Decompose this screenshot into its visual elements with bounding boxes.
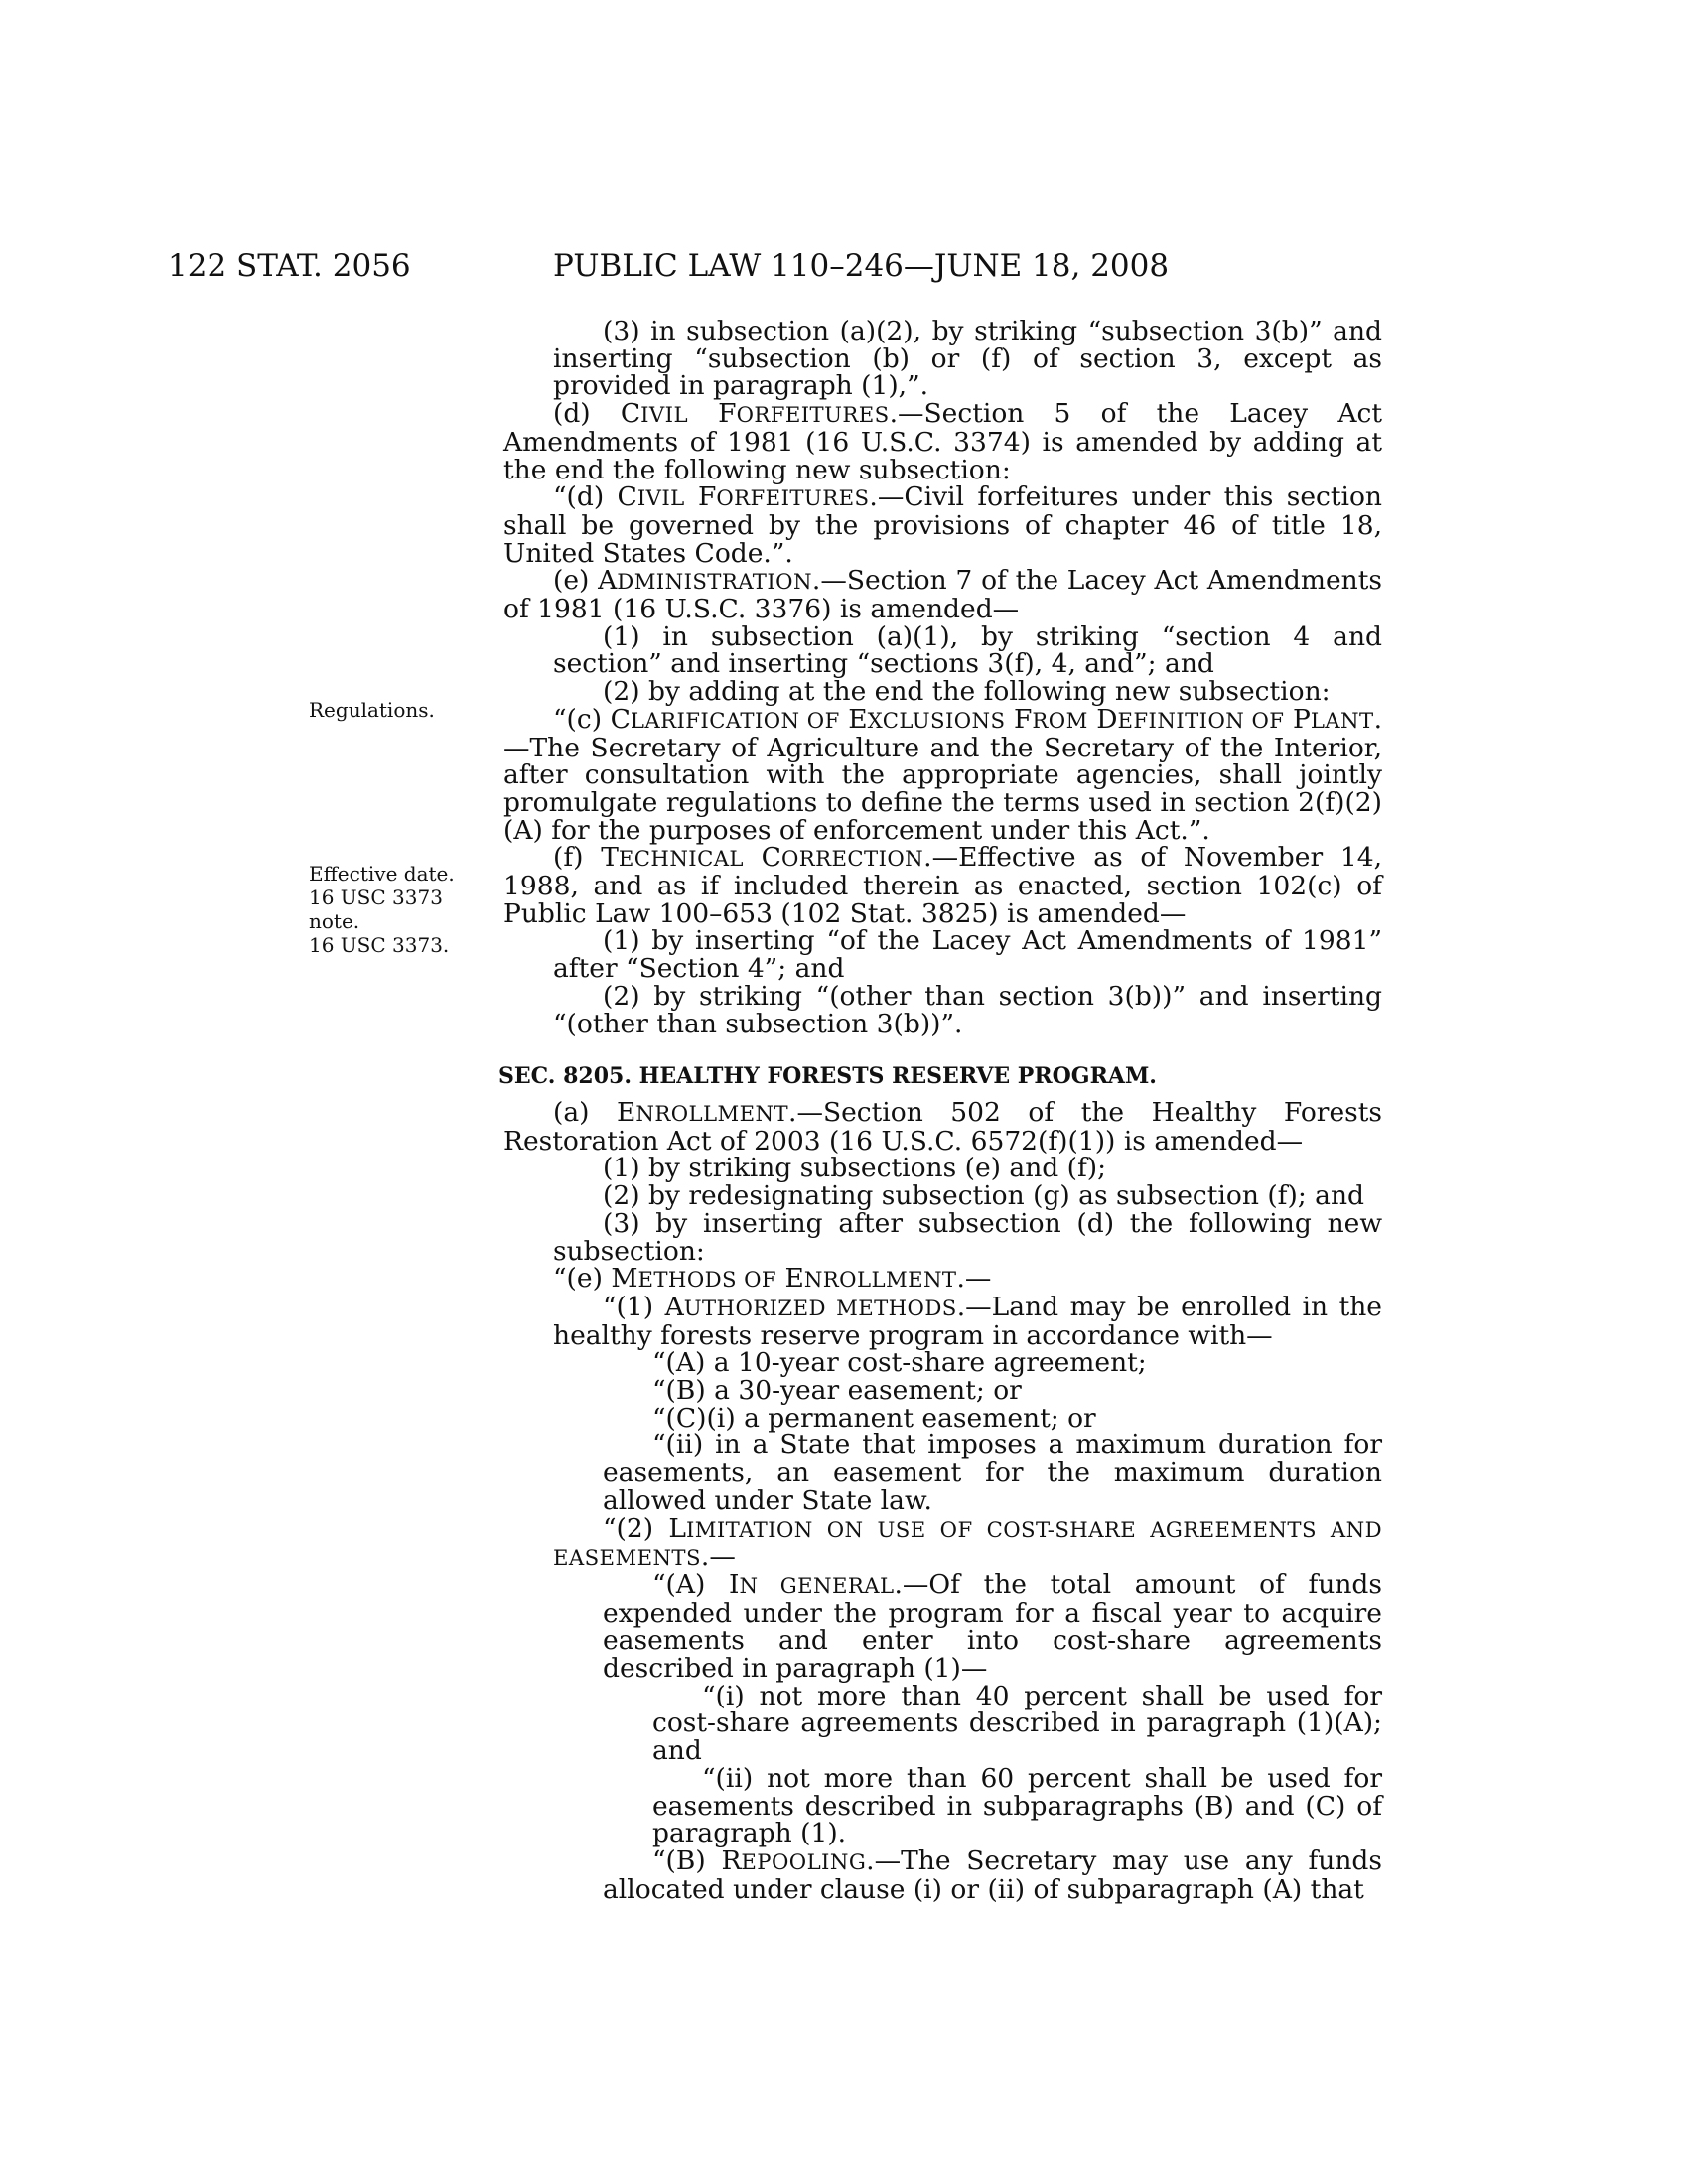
text-run: (2) by redesignating subsection (g) as subsection (f); and [603,1180,1364,1212]
text-run: .—Of the total amount of funds expended under the program for a fiscal year to acquire easements and enter into cost-share agreements described in paragraph (1)— [603,1569,1382,1685]
margin-note-regulations [309,698,458,722]
text-run: “(ii) not more than 60 percent shall be used for easements described in subparagraphs (B) and (C) of paragraph (1). [652,1762,1382,1849]
small-caps-text: NROLLMENT [635,1100,789,1126]
text-run: “(1) A [603,1291,684,1322]
text-run: C [743,842,781,874]
text-run: P [1284,703,1311,735]
text-run: .— [700,1541,736,1572]
small-caps-text: XCLUSIONS [867,707,1006,733]
margin-note-line: 16 USC 3373. [309,933,450,957]
text-run: (3) by inserting after subsection (d) the following new subsection: [553,1207,1382,1267]
margin-note-line: Effective date. [309,862,455,886]
small-caps-text: IMITATION ON USE OF COST-SHARE AGREEMENTS AND EASEMENTS [553,1516,1383,1570]
statute-body-text [498,316,1383,1905]
statute-paragraph [503,1291,1382,1351]
text-run: D [1087,703,1118,735]
text-run: “(B) a 30-year easement; or [652,1375,1022,1407]
text-run: “(e) M [553,1263,638,1295]
text-run: (1) by inserting “of the Lacey Act Amendments of 1981” after “Section 4”; and [553,925,1382,985]
small-caps-text: EFINITION OF [1117,707,1285,733]
small-caps-text: N GENERAL [739,1572,895,1598]
small-caps-text: LARIFICATION OF [630,707,840,733]
statute-paragraph [503,1096,1383,1157]
margin-note-effective-date [309,862,458,957]
text-run: (2) by adding at the end the following new subsection: [603,676,1331,708]
text-run: “(c) C [553,703,631,735]
text-run: .— [956,1263,992,1295]
small-caps-text: LANT [1310,707,1374,733]
small-caps-text: ETHODS OF [637,1267,777,1293]
text-run: .—Section 5 of the Lacey Act Amendments of 1981 (16 U.S.C. 3374) is amended by adding at the end the following new subsection: [503,398,1382,485]
text-run: .—Effective as of November 14, 1988, and as if included therein as enacted, section 102(c) of Public Law 100–653 (102 Stat. 3825) is amended— [503,842,1382,929]
text-run: F [687,398,737,430]
statute-paragraph [503,1571,1382,1683]
statute-paragraph [503,1432,1382,1514]
statute-paragraph [503,565,1382,625]
small-caps-text: ECHNICAL [618,846,744,872]
text-run: “(A) a 10-year cost-share agreement; [652,1347,1147,1379]
text-run: (f) T [553,842,619,874]
small-caps-text: ORFEITURES [716,485,870,511]
text-run: .—Civil forfeitures under this section shall be governed by the provisions of chapter 46 of title 18, United States Code.”. [503,481,1383,569]
text-run: “(C)(i) a permanent easement; or [652,1402,1096,1433]
margin-note-line: note. [309,909,360,933]
margin-note-line: Regulations. [309,698,435,722]
text-run: (3) in subsection (a)(2), by striking “subsection 3(b)” and inserting “subsection (b) or (f) of section 3, except as provided in paragraph (1),”. [553,316,1382,402]
statute-paragraph [503,483,1382,567]
statute-paragraph [503,1762,1382,1849]
text-run: (e) A [553,565,618,597]
text-run: .—The Secretary of Agriculture and the Secretary of the Interior, after consultation with the appropriate agencies, shall jointly promulgate regulations to define the terms used in section 2(f)(2)(A) for the purposes of enforcement under this Act.”. [503,703,1382,846]
statute-paragraph [503,1680,1382,1767]
text-run: (1) by striking subsections (e) and (f); [603,1153,1107,1184]
text-run: “(2) L [603,1512,686,1544]
text-run: “(d) C [553,481,637,513]
statute-paragraph [503,318,1382,400]
small-caps-text: UTHORIZED METHODS [683,1295,957,1320]
statute-paragraph [503,1207,1382,1267]
small-caps-text: IVIL [640,402,688,428]
small-caps-text: EPOOLING [741,1848,867,1874]
statute-paragraph [503,1402,1382,1433]
statute-paragraph [503,1265,1382,1294]
section-heading [498,1063,1382,1091]
running-header: PUBLIC LAW 110–246—JUNE 18, 2008 [553,248,1170,284]
margin-note-line: 16 USC 3373 [309,886,443,909]
small-caps-text: ORFEITURES [736,402,890,428]
text-run: E [776,1263,804,1295]
text-run: “(ii) in a State that imposes a maximum duration for easements, an easement for the maximum duration allowed under State law. [603,1430,1382,1516]
text-run: (1) in subsection (a)(1), by striking “section 4 and section” and inserting “sections 3(f), 4, and”; and [553,620,1382,680]
text-run: (2) by striking “(other than section 3(b))” and inserting “(other than subsection 3(b))”. [553,980,1382,1039]
text-run: (a) E [553,1096,636,1128]
text-run: (d) C [553,398,641,430]
statute-paragraph [503,400,1382,483]
statute-paragraph [503,620,1382,680]
small-caps-text: DMINISTRATION [617,569,812,595]
small-caps-text: NROLLMENT [803,1267,957,1293]
statute-paragraph [503,678,1382,706]
statute-paragraph [503,703,1382,846]
text-run: .—Section 7 of the Lacey Act Amendments of 1981 (16 U.S.C. 3376) is amended— [503,565,1382,625]
statute-paragraph [503,1182,1382,1210]
text-run: E [839,703,868,735]
text-run: “(B) R [652,1844,742,1876]
text-run: .—Land may be enrolled in the healthy forests reserve program in accordance with— [553,1291,1382,1351]
text-run: SEC. 8205. HEALTHY FORESTS RESERVE PROGRAM. [498,1063,1157,1090]
small-caps-text: ROM [1032,707,1088,733]
statute-paragraph [503,1377,1382,1405]
text-run: .—The Secretary may use any funds allocated under clause (i) or (ii) of subparagraph (A) that [603,1844,1382,1905]
text-run: F [684,481,717,513]
page-stat-number: 122 STAT. 2056 [168,248,411,284]
statute-paragraph [503,844,1382,927]
text-run: F [1005,703,1033,735]
statute-paragraph [503,980,1382,1039]
text-run: “(A) I [652,1569,740,1600]
statute-paragraph [503,1349,1382,1377]
small-caps-text: IVIL [636,485,685,511]
statute-paragraph [503,1155,1382,1182]
statute-paragraph [503,1844,1382,1905]
text-run: .—Section 502 of the Healthy Forests Restoration Act of 2003 (16 U.S.C. 6572(f)(1)) is amended— [503,1096,1383,1157]
statute-paragraph [503,1512,1383,1572]
statute-paragraph [503,925,1382,985]
small-caps-text: ORRECTION [780,846,924,872]
text-run: “(i) not more than 40 percent shall be used for cost-share agreements described in paragraph (1)(A); and [652,1680,1382,1767]
